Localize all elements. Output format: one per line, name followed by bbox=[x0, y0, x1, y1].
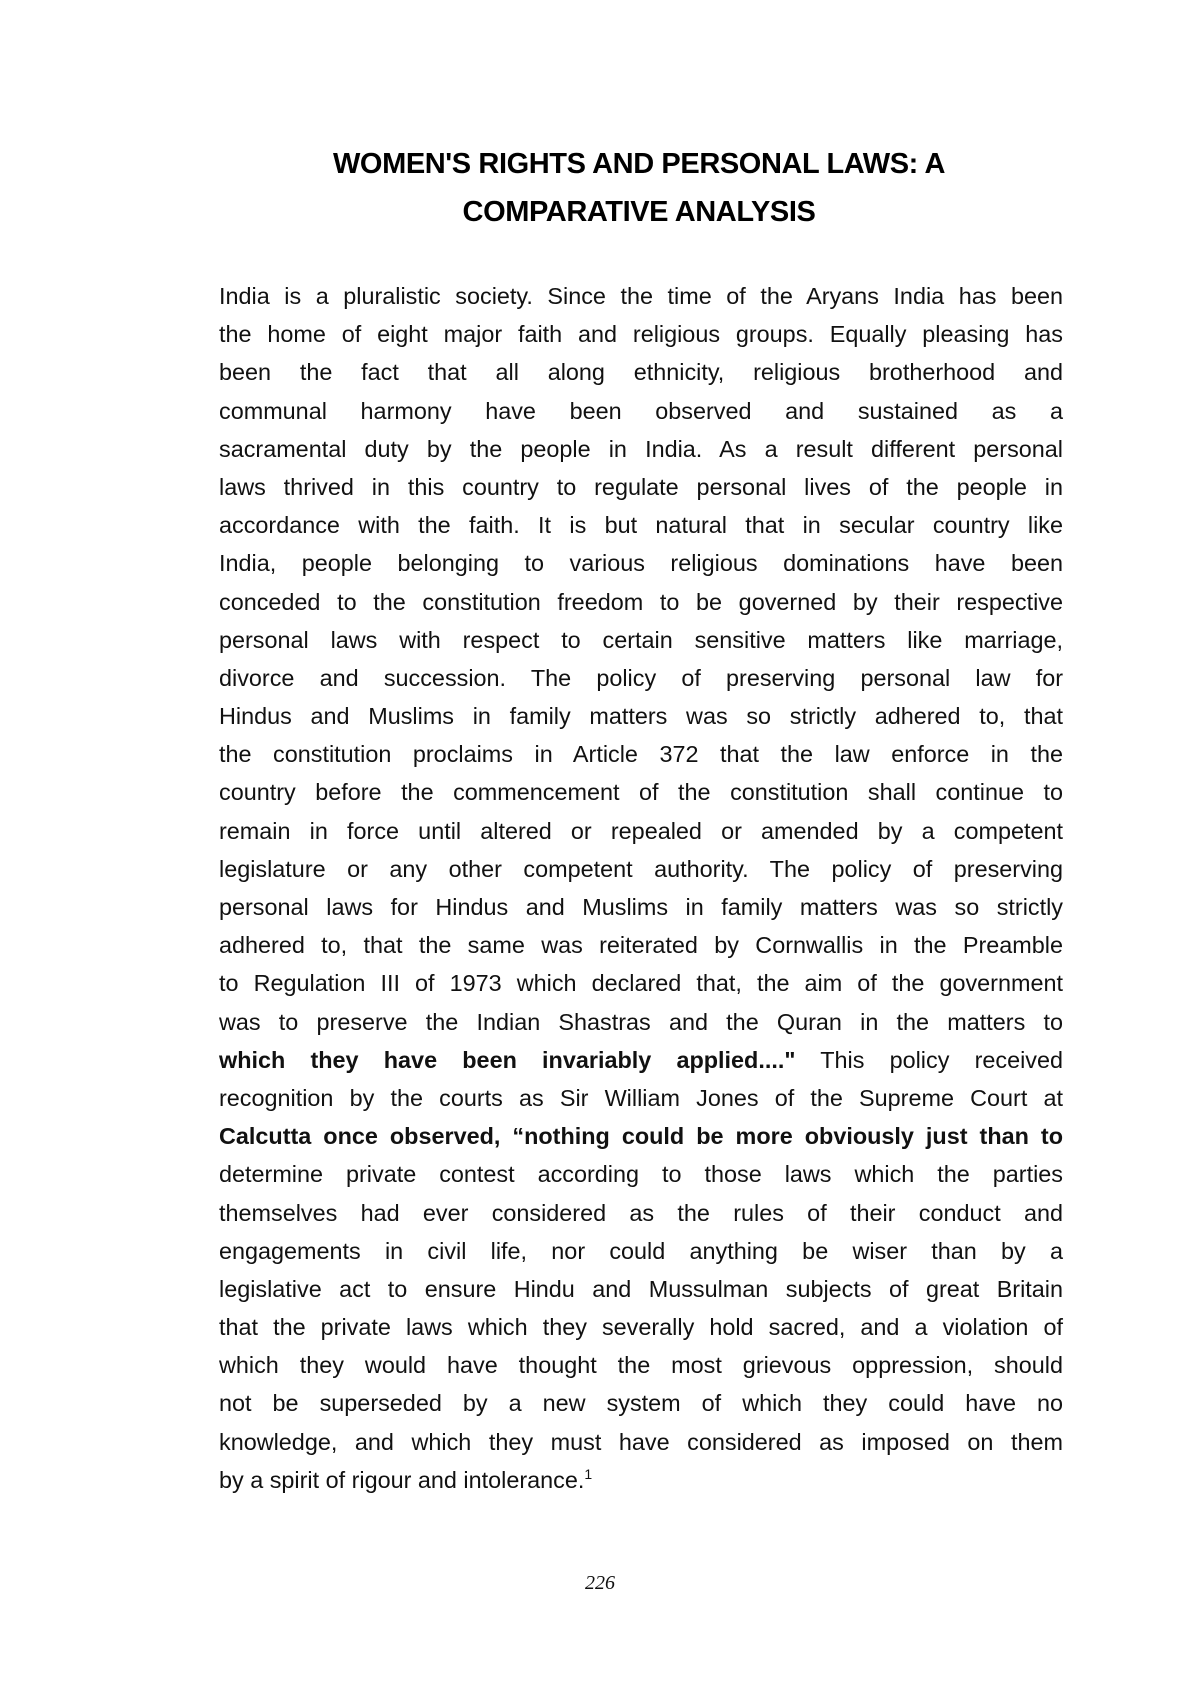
body-line: legislative act to ensure Hindu and Mussulman subjects of great Britain bbox=[219, 1275, 1063, 1302]
body-line: sacramental duty by the people in India. As a result different personal bbox=[219, 435, 1063, 462]
body-line: personal laws for Hindus and Muslims in family matters was so strictly bbox=[219, 894, 1063, 920]
body-line: themselves had ever considered as the rules of their conduct and bbox=[219, 1199, 1063, 1226]
page-title bbox=[219, 140, 1059, 236]
body-line: personal laws with respect to certain sensitive matters like marriage, bbox=[219, 626, 1063, 653]
body-text-run: This policy received bbox=[795, 1046, 1063, 1073]
body-line: determine private contest according to those laws which the parties bbox=[219, 1161, 1063, 1188]
body-line: Hindus and Muslims in family matters was so strictly adhered to, that bbox=[219, 703, 1063, 730]
page-number: 226 bbox=[585, 1572, 615, 1594]
body-line: to Regulation III of 1973 which declared that, the aim of the government bbox=[219, 970, 1063, 997]
body-line: engagements in civil life, nor could anything be wiser than by a bbox=[219, 1237, 1063, 1264]
body-line: communal harmony have been observed and sustained as a bbox=[219, 397, 1063, 424]
body-line: not be superseded by a new system of which they could have no bbox=[219, 1390, 1063, 1417]
body-line-bold: Calcutta once observed, “nothing could be more obviously just than to bbox=[219, 1123, 1063, 1150]
title-line-1: WOMEN'S RIGHTS AND PERSONAL LAWS: A bbox=[332, 148, 946, 180]
bold-text: which they have been invariably applied...." bbox=[219, 1046, 796, 1073]
body-line: the constitution proclaims in Article 372 that the law enforce in the bbox=[219, 741, 1063, 768]
body-line: India is a pluralistic society. Since the time of the Aryans India has been bbox=[219, 283, 1063, 309]
body-line: been the fact that all along ethnicity, religious brotherhood and bbox=[219, 359, 1063, 386]
body-line: conceded to the constitution freedom to be governed by their respective bbox=[219, 588, 1063, 615]
body-line: accordance with the faith. It is but natural that in secular country like bbox=[219, 512, 1063, 539]
body-line: adhered to, that the same was reiterated by Cornwallis in the Preamble bbox=[219, 932, 1063, 959]
body-line: which they would have thought the most grievous oppression, should bbox=[219, 1352, 1063, 1379]
body-text-run: by a spirit of rigour and intolerance. bbox=[219, 1466, 585, 1493]
body-line: laws thrived in this country to regulate personal lives of the people in bbox=[219, 473, 1063, 500]
title-line-2: COMPARATIVE ANALYSIS bbox=[462, 196, 816, 228]
body-line: was to preserve the Indian Shastras and the Quran in the matters to bbox=[219, 1008, 1063, 1035]
body-line: recognition by the courts as Sir William Jones of the Supreme Court at bbox=[219, 1084, 1063, 1111]
body-line: remain in force until altered or repealed or amended by a competent bbox=[219, 817, 1063, 844]
body-line-last bbox=[219, 1461, 1063, 1499]
body-line: legislature or any other competent authority. The policy of preserving bbox=[219, 855, 1063, 882]
body-line: country before the commencement of the constitution shall continue to bbox=[219, 779, 1063, 806]
body-line bbox=[219, 1041, 1063, 1079]
body-line: the home of eight major faith and religious groups. Equally pleasing has bbox=[219, 321, 1063, 348]
body-line: divorce and succession. The policy of preserving personal law for bbox=[219, 664, 1063, 691]
body-line: knowledge, and which they must have considered as imposed on them bbox=[219, 1428, 1063, 1455]
body-paragraph bbox=[219, 277, 1063, 1499]
footnote-marker: 1 bbox=[584, 1466, 593, 1483]
body-line: that the private laws which they severally hold sacred, and a violation of bbox=[219, 1314, 1063, 1341]
body-line: India, people belonging to various religious dominations have been bbox=[219, 550, 1063, 577]
